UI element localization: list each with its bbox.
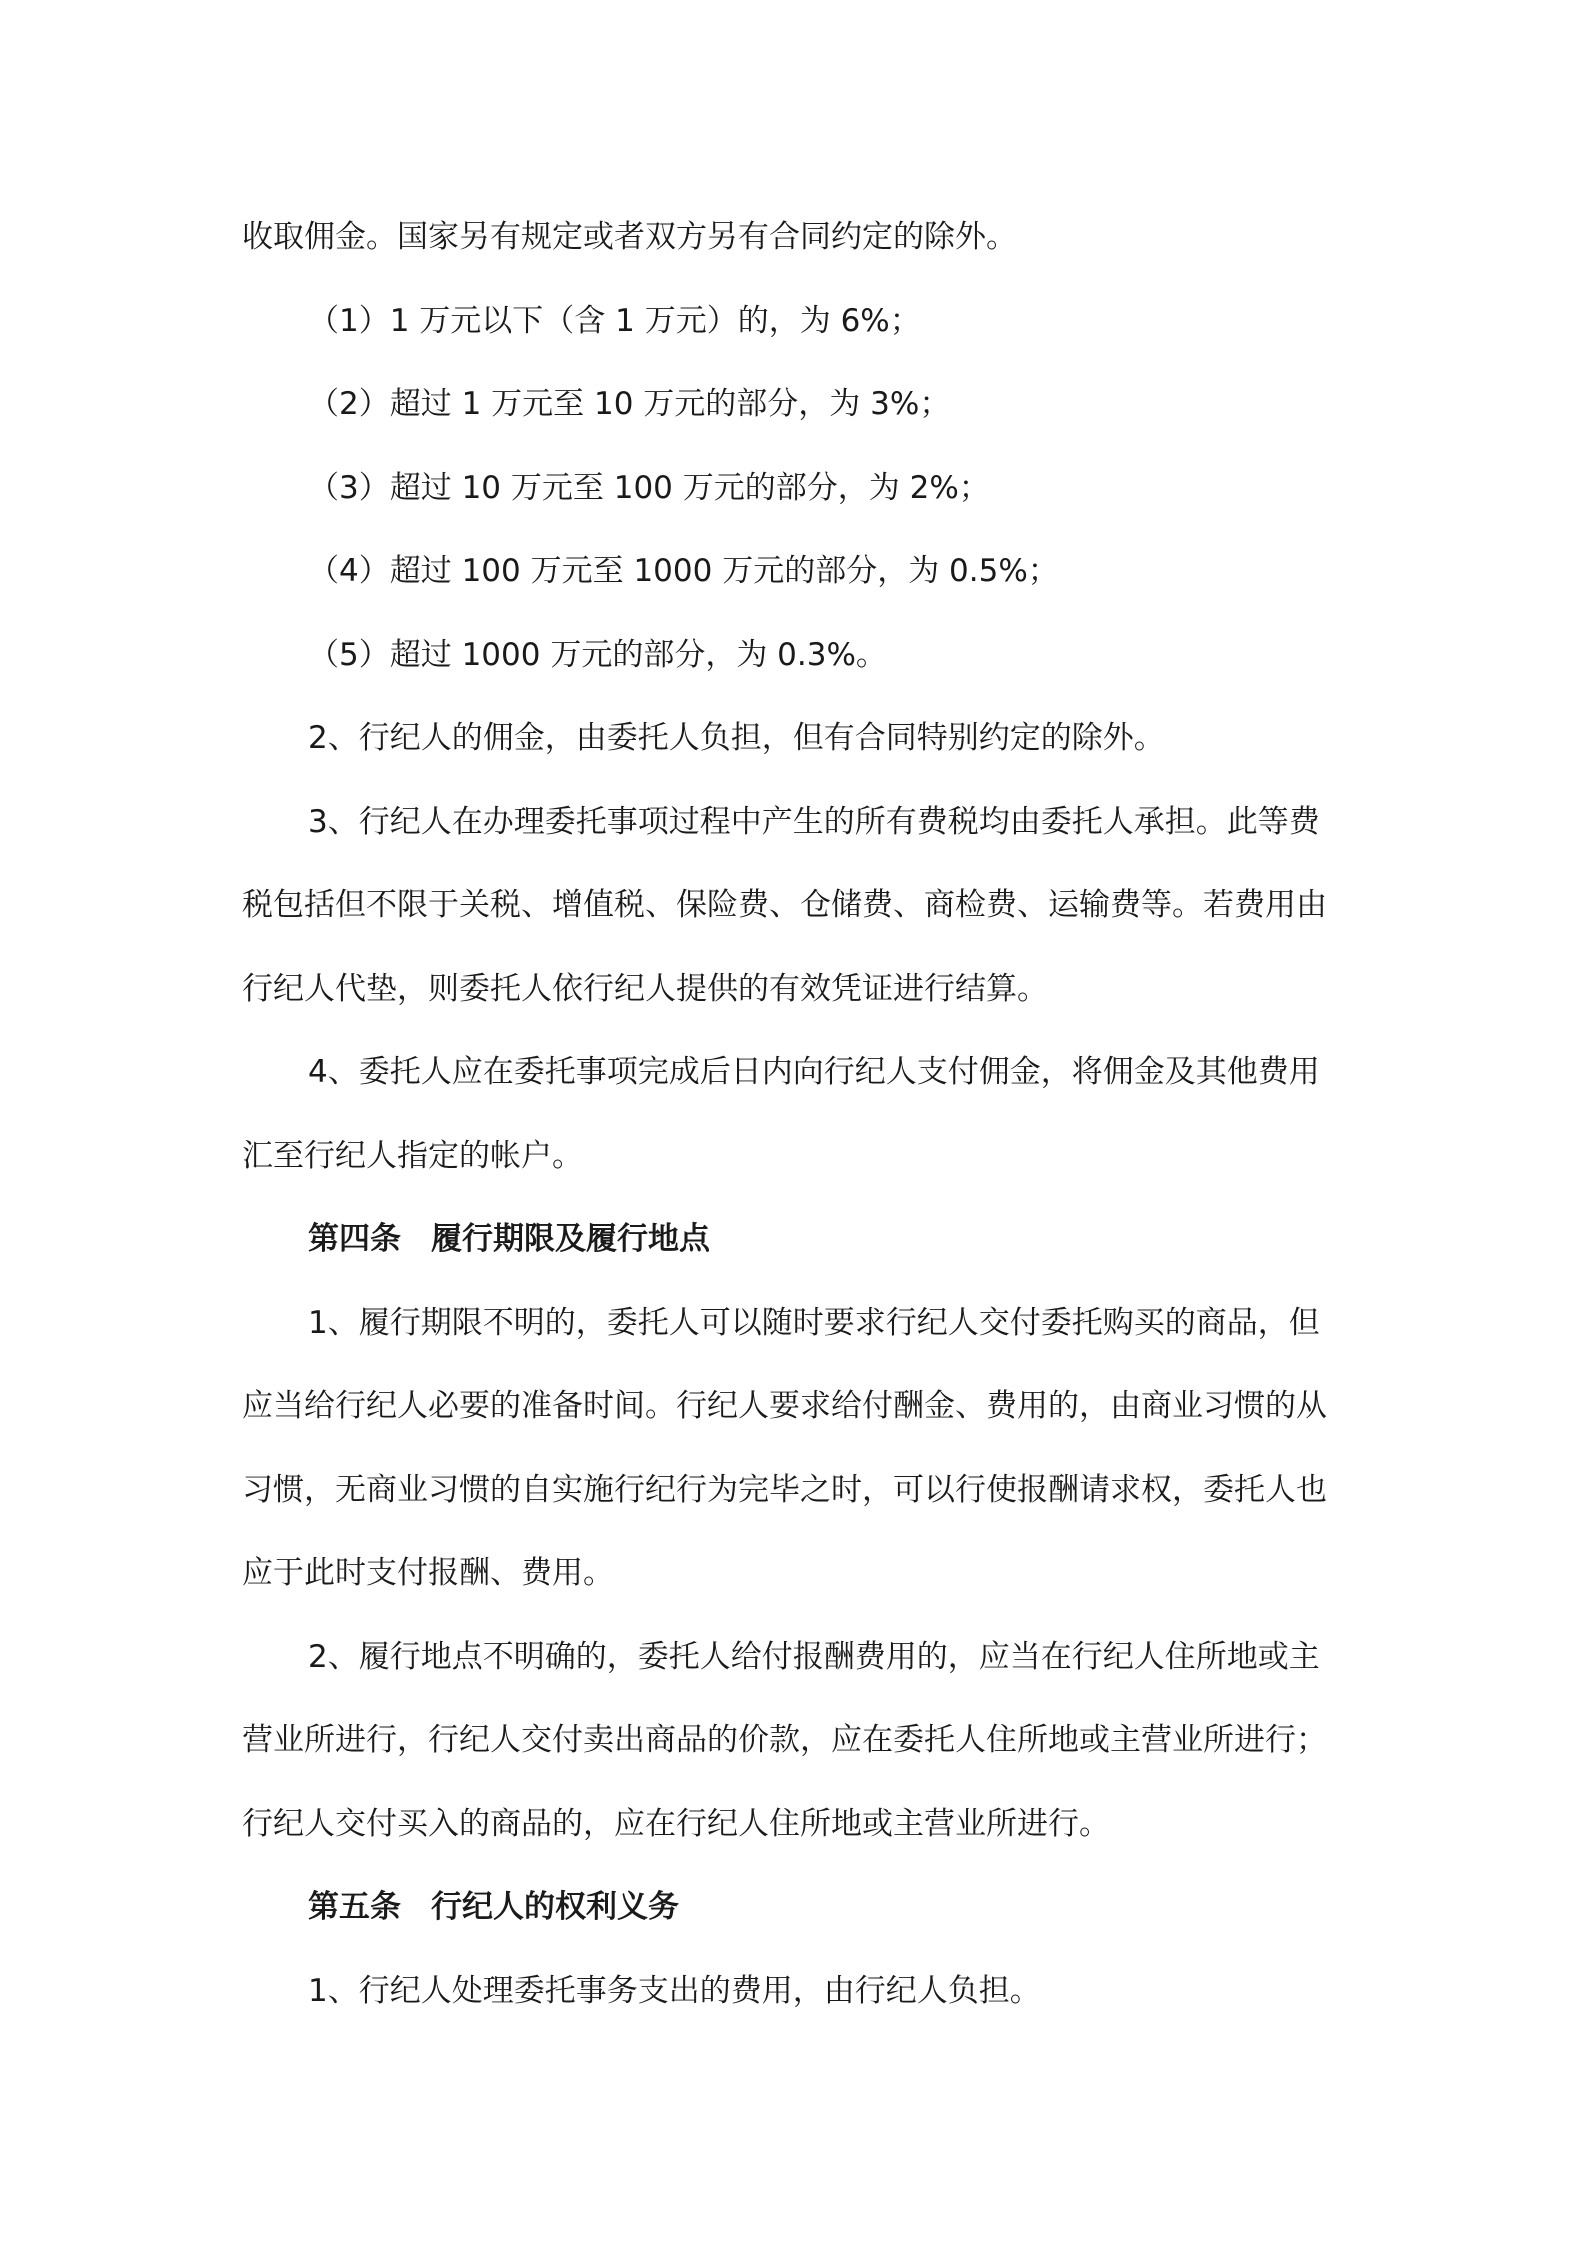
article-number: 第四条 xyxy=(308,1221,401,1257)
paragraph-line: 习惯，无商业习惯的自实施行纪行为完毕之时，可以行使报酬请求权，委托人也 xyxy=(242,1471,1327,1508)
paragraph-line: 1、行纪人处理委托事务支出的费用，由行纪人负担。 xyxy=(308,1972,1041,2009)
commission-rate-item: （1）1 万元以下（含 1 万元）的，为 6%； xyxy=(308,302,921,339)
paragraph-line: 4、委托人应在委托事项完成后日内向行纪人支付佣金，将佣金及其他费用 xyxy=(308,1054,1320,1090)
paragraph-line: 行纪人交付买入的商品的，应在行纪人住所地或主营业所进行。 xyxy=(242,1805,1110,1842)
commission-rate-item: （3）超过 10 万元至 100 万元的部分，为 2%； xyxy=(308,469,990,506)
article-heading xyxy=(242,1198,1362,1282)
paragraph-line: 营业所进行，行纪人交付卖出商品的价款，应在委托人住所地或主营业所进行； xyxy=(242,1722,1327,1758)
article-title: 行纪人的权利义务 xyxy=(431,1889,679,1925)
paragraph-line: 1、履行期限不明的，委托人可以随时要求行纪人交付委托购买的商品，但 xyxy=(308,1304,1320,1341)
commission-rate-item: （4）超过 100 万元至 1000 万元的部分，为 0.5%； xyxy=(308,553,1059,589)
paragraph-line: 2、履行地点不明确的，委托人给付报酬费用的，应当在行纪人住所地或主 xyxy=(308,1638,1320,1675)
paragraph-line: 汇至行纪人指定的帐户。 xyxy=(242,1137,583,1174)
commission-rate-item: （2）超过 1 万元至 10 万元的部分，为 3%； xyxy=(308,386,951,422)
paragraph-line: 3、行纪人在办理委托事项过程中产生的所有费税均由委托人承担。此等费 xyxy=(308,803,1320,840)
paragraph-line: 应于此时支付报酬、费用。 xyxy=(242,1555,614,1591)
paragraph-line: 税包括但不限于关税、增值税、保险费、仓储费、商检费、运输费等。若费用由 xyxy=(242,887,1327,923)
article-title: 履行期限及履行地点 xyxy=(431,1221,710,1257)
paragraph-line: 应当给行纪人必要的准备时间。行纪人要求给付酬金、费用的，由商业习惯的从 xyxy=(242,1388,1327,1424)
paragraph-line: 行纪人代垫，则委托人依行纪人提供的有效凭证进行结算。 xyxy=(242,970,1048,1007)
paragraph-line: 收取佣金。国家另有规定或者双方另有合同约定的除外。 xyxy=(242,219,1017,255)
article-number: 第五条 xyxy=(308,1889,401,1925)
commission-rate-item: （5）超过 1000 万元的部分，为 0.3%。 xyxy=(308,636,887,673)
paragraph-line: 2、行纪人的佣金，由委托人负担，但有合同特别约定的除外。 xyxy=(308,720,1165,756)
article-heading xyxy=(242,1866,1362,1950)
document-body xyxy=(242,196,1362,2033)
